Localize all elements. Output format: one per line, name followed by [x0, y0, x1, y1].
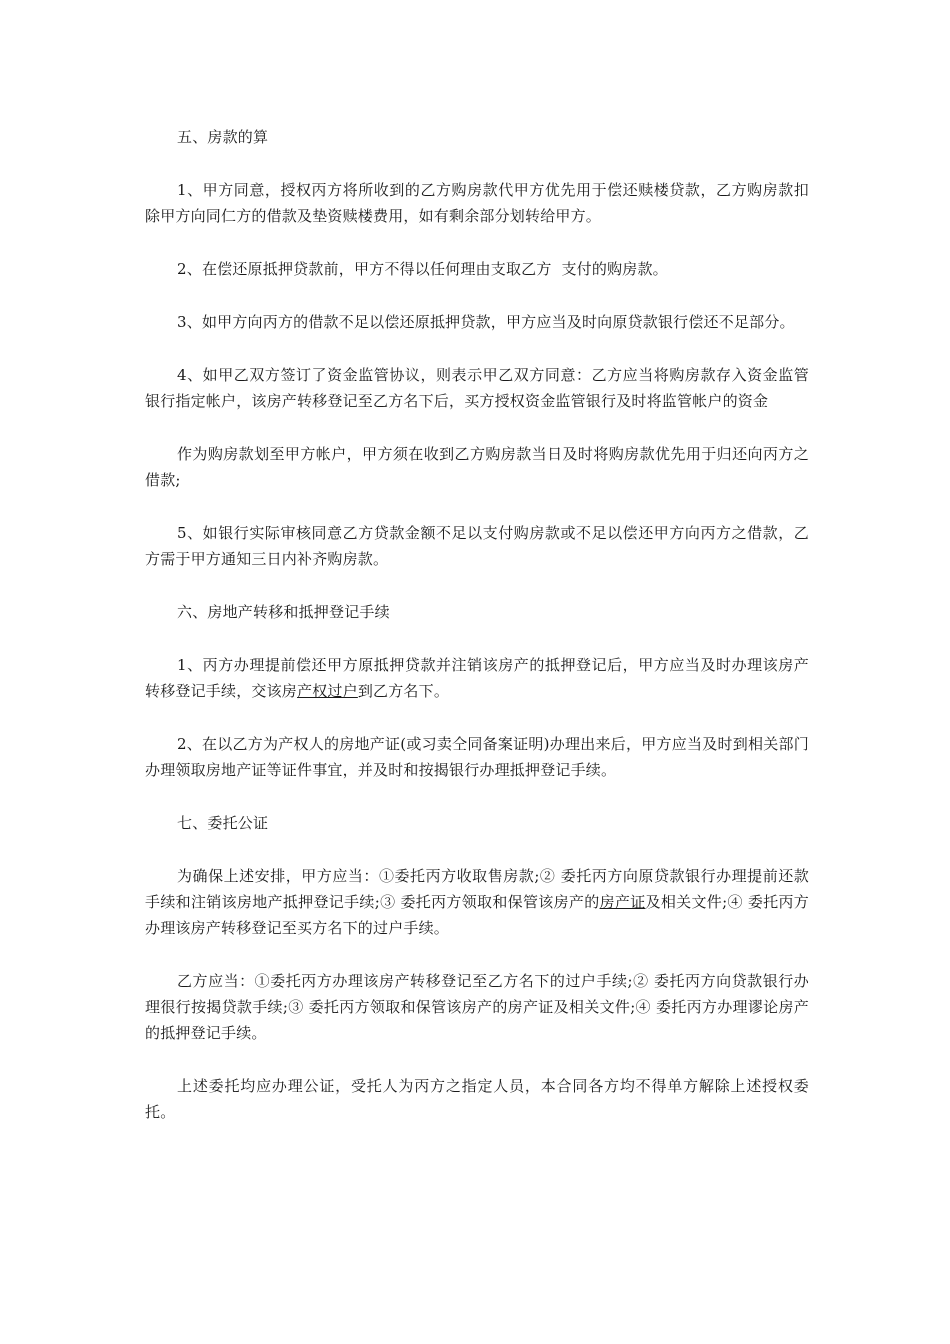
section-7-paragraph-3: 上述委托均应办理公证，受托人为丙方之指定人员，本合同各方均不得单方解除上述授权委托。 [145, 1077, 809, 1121]
section-5-paragraph-2: 2、在偿还原抵押贷款前，甲方不得以任何理由支取乙方 支付的购房款。 [177, 260, 668, 278]
section-7-paragraph-1-text-a: 为确保上述安排，甲方应当：①委托丙方收取售房款;② 委托丙方向原贷款银行办理提前还款手续和注销该房地产抵押登记手续;③ 委托丙方领取和保管该房产的 [145, 867, 809, 911]
section-5-paragraph-4-continued: 作为购房款划至甲方帐户，甲方须在收到乙方购房款当日及时将购房款优先用于归还向丙方之借款; [145, 445, 809, 489]
section-6-paragraph-1 [145, 652, 809, 704]
section-5-heading: 五、房款的算 [177, 128, 269, 146]
section-5-paragraph-1: 1、甲方同意，授权丙方将所收到的乙方购房款代甲方优先用于偿还赎楼贷款，乙方购房款扣除甲方向同仁方的借款及垫资赎楼费用，如有剩余部分划转给甲方。 [145, 181, 809, 225]
section-5-paragraph-5: 5、如银行实际审核同意乙方贷款金额不足以支付购房款或不足以偿还甲方向丙方之借款，乙方需于甲方通知三日内补齐购房款。 [145, 524, 809, 568]
section-7-paragraph-1 [145, 863, 809, 941]
section-7-heading: 七、委托公证 [177, 814, 269, 832]
section-5-paragraph-4: 4、如甲乙双方签订了资金监管协议，则表示甲乙双方同意：乙方应当将购房款存入资金监管银行指定帐户，该房产转移登记至乙方名下后，买方授权资金监管银行及时将监管帐户的资金 [145, 366, 809, 410]
property-transfer-link[interactable]: 产权过户 [297, 682, 358, 700]
section-7-paragraph-2: 乙方应当：①委托丙方办理该房产转移登记至乙方名下的过户手续;② 委托丙方向贷款银行办理很行按揭贷款手续;③ 委托丙方领取和保管该房产的房产证及相关文件;④ 委托丙方办理谬论房产的抵押登记手续。 [145, 972, 809, 1042]
section-6-paragraph-1-text-a: 1、丙方办理提前偿还甲方原抵押贷款并注销该房产的抵押登记后，甲方应当及时办理该房产转移登记手续，交该房 [145, 656, 809, 700]
section-5-paragraph-3: 3、如甲方向丙方的借款不足以偿还原抵押贷款，甲方应当及时向原贷款银行偿还不足部分。 [177, 313, 795, 331]
document-body [145, 124, 809, 1152]
section-7-paragraph-1-text-b: 及相关文件;④ 委托丙方办理该房产转移登记至买方名下的过户手续。 [145, 893, 809, 937]
property-certificate-link[interactable]: 房产证 [599, 893, 646, 911]
section-6-paragraph-2: 2、在以乙方为产权人的房地产证(或习卖仝同备案证明)办理出来后，甲方应当及时到相关部门办理领取房地产证等证件事宜，并及时和按揭银行办理抵押登记手续。 [145, 735, 809, 779]
section-6-heading: 六、房地产转移和抵押登记手续 [177, 603, 390, 621]
section-6-paragraph-1-text-b: 到乙方名下。 [357, 682, 450, 700]
